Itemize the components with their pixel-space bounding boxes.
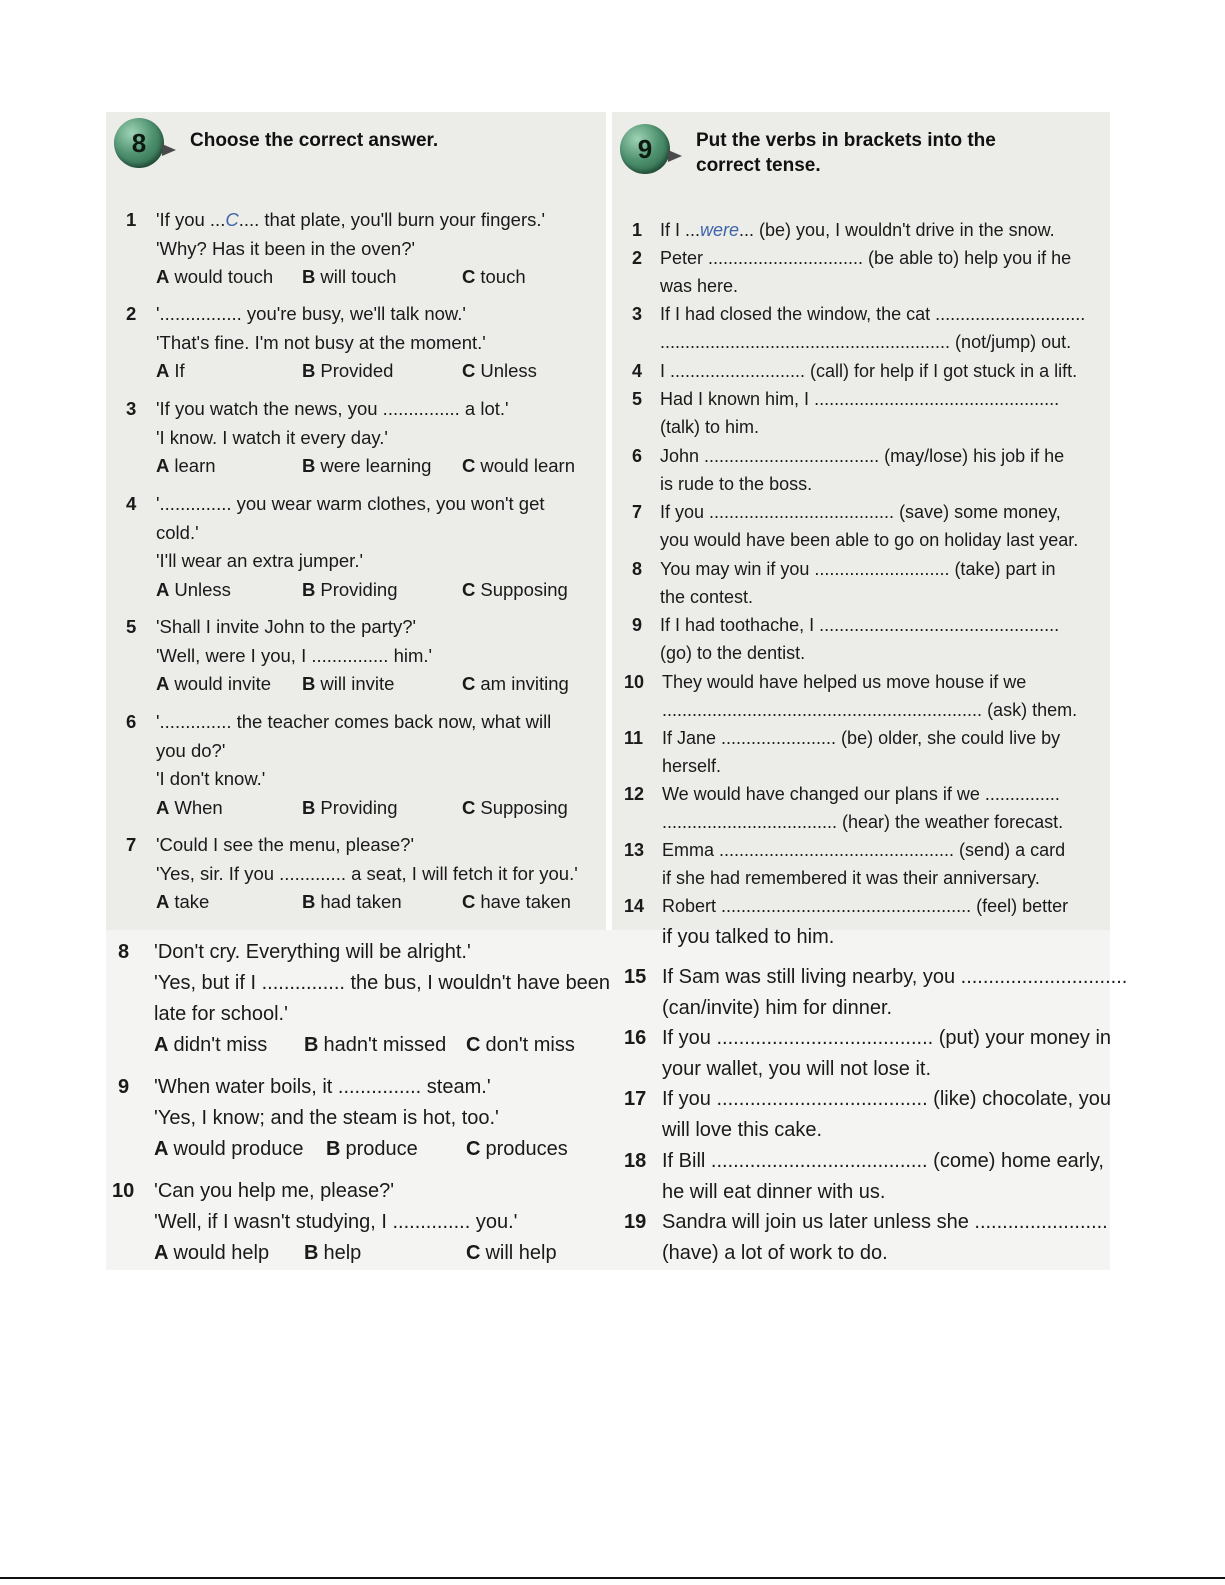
- question-number: 7: [632, 502, 643, 522]
- question-line: 'If you ...C.... that plate, you'll burn your fingers.': [156, 209, 546, 230]
- option-c: C don't miss: [466, 1034, 575, 1056]
- question-line: Robert .................................................. (feel) better: [662, 896, 1069, 916]
- option-b: B Provided: [302, 360, 394, 381]
- question-line: you would have been able to go on holiday last year.: [660, 530, 1079, 551]
- option-a: A learn: [156, 455, 216, 476]
- question-line: 'Shall I invite John to the party?': [156, 616, 417, 637]
- question-line: Had I known him, I .................................................: [660, 389, 1060, 409]
- question-line: is rude to the boss.: [660, 474, 813, 495]
- question-line: '.............. you wear warm clothes, you won't get: [156, 493, 545, 514]
- question-line: herself.: [662, 756, 722, 777]
- option-a: A When: [156, 796, 223, 818]
- question-number: 8: [632, 559, 643, 579]
- question-line: 'Could I see the menu, please?': [156, 834, 415, 855]
- option-c: C will help: [466, 1242, 557, 1264]
- question-number: 14: [624, 896, 645, 916]
- question-number: 17: [624, 1088, 647, 1110]
- question-number: 12: [624, 784, 645, 804]
- exercise-8-title: Choose the correct answer.: [190, 130, 439, 151]
- question-number: 15: [624, 966, 647, 988]
- question-number: 11: [624, 728, 644, 748]
- question-number: 1: [126, 209, 137, 230]
- question-line: if she had remembered it was their anniversary.: [662, 868, 1040, 889]
- question-line: 'I'll wear an extra jumper.': [156, 550, 363, 571]
- question-line: (can/invite) him for dinner.: [662, 996, 893, 1019]
- option-b: B were learning: [302, 455, 432, 476]
- option-b: B will touch: [302, 266, 397, 287]
- question-line: 'Yes, sir. If you ............. a seat, I will fetch it for you.': [156, 862, 578, 884]
- example-answer: C: [225, 209, 239, 230]
- option-b: B Providing: [302, 796, 398, 818]
- option-a: A Unless: [156, 578, 231, 600]
- answer-options: [156, 670, 569, 699]
- option-c: C Supposing: [462, 796, 568, 818]
- option-a: A didn't miss: [154, 1034, 268, 1056]
- question-line: They would have helped us move house if we: [662, 672, 1027, 692]
- option-a: A If: [156, 360, 185, 381]
- example-answer: were: [700, 220, 740, 240]
- answer-options: [154, 1238, 557, 1269]
- option-c: C am inviting: [462, 673, 569, 694]
- question-line: 'Don't cry. Everything will be alright.': [154, 941, 471, 963]
- question-line: late for school.': [154, 1003, 288, 1025]
- option-b: B help: [304, 1242, 362, 1264]
- question-line: 'Well, if I wasn't studying, I .............. you.': [154, 1211, 518, 1233]
- option-a: A would touch: [156, 266, 274, 287]
- question-number: 9: [632, 615, 643, 635]
- question-number: 5: [632, 389, 643, 409]
- question-number: 2: [632, 248, 643, 268]
- question-line: 'I don't know.': [156, 768, 266, 789]
- question-line: cold.': [156, 521, 199, 543]
- option-b: B hadn't missed: [304, 1034, 447, 1056]
- question-line: John ................................... (may/lose) his job if he: [660, 446, 1065, 466]
- question-line: 'If you watch the news, you ............... a lot.': [156, 398, 509, 419]
- exercise-8-number: 8: [131, 127, 147, 158]
- question-number: 10: [624, 672, 645, 692]
- question-number: 4: [126, 493, 137, 514]
- question-line: .......................................................... (not/jump) out.: [660, 332, 1072, 353]
- question-line: 'When water boils, it ............... steam.': [154, 1076, 491, 1098]
- badge-pointer-icon: [668, 150, 682, 162]
- exercise-9-header: [620, 124, 996, 178]
- question-number: 16: [624, 1027, 647, 1049]
- question-line: 'Why? Has it been in the oven?': [156, 237, 416, 259]
- question-line: Sandra will join us later unless she ........................: [662, 1211, 1108, 1233]
- question-line: '.............. the teacher comes back now, what will: [156, 711, 552, 732]
- question-line: If I ...were... (be) you, I wouldn't drive in the snow.: [660, 220, 1055, 240]
- badge-pointer-icon: [162, 144, 176, 156]
- question-line: if you talked to him.: [662, 926, 835, 949]
- answer-options: [156, 794, 568, 823]
- exercise-9-title-line2: correct tense.: [696, 155, 821, 176]
- option-b: B will invite: [302, 673, 395, 694]
- answer-options: [154, 1134, 568, 1165]
- question-line: will love this cake.: [662, 1118, 823, 1141]
- option-a: A would produce: [154, 1138, 304, 1160]
- option-a: A take: [156, 891, 210, 912]
- question-number: 13: [624, 840, 645, 860]
- question-number: 6: [126, 711, 137, 732]
- page-bottom-rule: [0, 1577, 1225, 1579]
- question-line: the contest.: [660, 587, 754, 608]
- question-number: 18: [624, 1150, 647, 1172]
- question-line: '................ you're busy, we'll talk now.': [156, 303, 466, 324]
- answer-options: [156, 452, 575, 481]
- question-line: If I had closed the window, the cat ..............................: [660, 304, 1086, 324]
- question-number: 10: [112, 1180, 135, 1202]
- question-line: If Jane ....................... (be) older, she could live by: [662, 728, 1061, 748]
- question-line: 'Can you help me, please?': [154, 1180, 395, 1202]
- option-a: A would invite: [156, 673, 272, 694]
- question-number: 7: [126, 834, 137, 855]
- question-line: (go) to the dentist.: [660, 643, 806, 664]
- question-line: was here.: [660, 276, 739, 297]
- option-c: C Supposing: [462, 578, 568, 600]
- exercise-8-header: [114, 118, 438, 168]
- question-line: he will eat dinner with us.: [662, 1180, 886, 1203]
- question-line: your wallet, you will not lose it.: [662, 1057, 932, 1080]
- question-number: 4: [632, 361, 643, 381]
- answer-options: [154, 1030, 610, 1061]
- question-line: If I had toothache, I ................................................: [660, 615, 1060, 635]
- exercise-9-number: 9: [637, 133, 653, 164]
- question-line: you do?': [156, 739, 226, 761]
- option-c: C Unless: [462, 360, 537, 381]
- question-number: 3: [126, 398, 137, 419]
- option-b: B had taken: [302, 891, 402, 912]
- question-line: ................................................................ (ask) them.: [662, 700, 1078, 721]
- question-line: 'That's fine. I'm not busy at the moment.': [156, 331, 486, 353]
- answer-options: [156, 357, 537, 386]
- question-number: 8: [118, 941, 130, 963]
- question-line: 'Yes, I know; and the steam is hot, too.': [154, 1107, 499, 1129]
- question-number: 5: [126, 616, 137, 637]
- question-line: If Sam was still living nearby, you ..............................: [662, 966, 1128, 988]
- exercise-9-title: [696, 128, 996, 178]
- answer-options: [156, 576, 568, 605]
- option-b: B produce: [326, 1138, 418, 1160]
- option-c: C touch: [462, 266, 526, 287]
- question-line: If you ...................................... (like) chocolate, you: [662, 1088, 1112, 1110]
- question-number: 19: [624, 1211, 647, 1233]
- question-line: (talk) to him.: [660, 417, 760, 438]
- exercise-8-badge: [114, 118, 164, 168]
- question-line: If you ..................................... (save) some money,: [660, 502, 1061, 522]
- question-line: Emma ............................................... (send) a card: [662, 840, 1066, 860]
- question-number: 1: [632, 220, 643, 240]
- question-line: 'Yes, but if I ............... the bus, I wouldn't have been: [154, 972, 611, 994]
- question-number: 3: [632, 304, 643, 324]
- option-c: C have taken: [462, 891, 571, 912]
- question-line: ................................... (hear) the weather forecast.: [662, 812, 1064, 833]
- question-number: 2: [126, 303, 137, 324]
- option-b: B Providing: [302, 578, 398, 600]
- exercise-9-badge: [620, 124, 670, 174]
- question-line: Peter ............................... (be able to) help you if he: [660, 248, 1072, 268]
- exercise-9-title-line1: Put the verbs in brackets into the: [696, 130, 996, 151]
- option-a: A would help: [154, 1242, 270, 1264]
- question-number: 6: [632, 446, 643, 466]
- question-number: 9: [118, 1076, 130, 1098]
- question-line: We would have changed our plans if we ...............: [662, 784, 1060, 804]
- question-line: You may win if you ........................... (take) part in: [660, 559, 1056, 579]
- option-c: C would learn: [462, 455, 575, 476]
- question-line: If you ....................................... (put) your money in: [662, 1027, 1112, 1049]
- question-line: I ........................... (call) for help if I got stuck in a lift.: [660, 361, 1078, 381]
- question-line: 'I know. I watch it every day.': [156, 426, 388, 448]
- answer-options: [156, 263, 596, 292]
- question-line: If Bill ....................................... (come) home early,: [662, 1150, 1104, 1172]
- question-line: 'Well, were I you, I ............... him.': [156, 644, 433, 666]
- answer-options: [156, 888, 578, 917]
- option-c: C produces: [466, 1138, 568, 1160]
- question-line: (have) a lot of work to do.: [662, 1241, 888, 1264]
